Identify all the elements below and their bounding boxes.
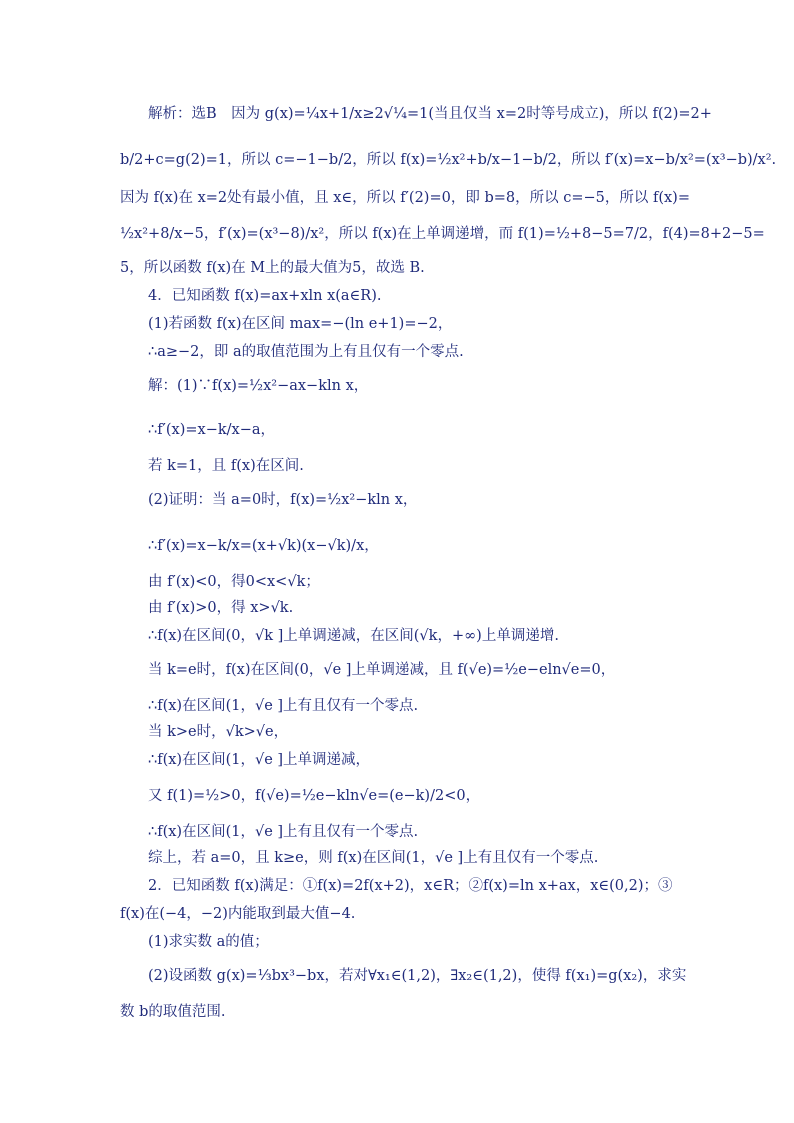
text-line: 由 f′(x)>0，得 x>√k. — [148, 600, 294, 616]
text-line: ½x²+8/x−5，f′(x)=(x³−8)/x²，所以 f(x)在上单调递增，而 f(1)=½+8−5=7/2，f(4)=8+2−5= — [120, 226, 765, 242]
text-line: ∴f′(x)=x−k/x−a， — [148, 422, 275, 438]
text-line: ∴f(x)在区间(1，√e ]上单调递减， — [148, 752, 371, 768]
text-line: (2)设函数 g(x)=⅓bx³−bx，若对∀x₁∈(1,2)，∃x₂∈(1,2)，使得 f(x₁)=g(x₂)，求实 — [148, 968, 687, 984]
text-line: 若 k=1，且 f(x)在区间. — [148, 458, 304, 474]
text-line: 当 k=e时，f(x)在区间(0，√e ]上单调递减，且 f(√e)=½e−eln√e=0， — [148, 662, 616, 678]
text-line: 4．已知函数 f(x)=ax+xln x(a∈R). — [148, 288, 382, 304]
text-line: 综上，若 a=0，且 k≥e，则 f(x)在区间(1，√e ]上有且仅有一个零点. — [148, 850, 599, 866]
text-line: 解析：选B 因为 g(x)=¼x+1/x≥2√¼=1(当且仅当 x=2时等号成立)，所以 f(2)=2+ — [148, 106, 712, 122]
text-line: ∴f(x)在区间(0，√k ]上单调递减，在区间(√k，+∞)上单调递增. — [148, 628, 559, 644]
text-line: 因为 f(x)在 x=2处有最小值，且 x∈，所以 f′(2)=0，即 b=8，所以 c=−5，所以 f(x)= — [120, 190, 690, 206]
text-line: f(x)在(−4，−2)内能取到最大值−4. — [120, 906, 356, 922]
text-line: (1)求实数 a的值； — [148, 934, 269, 950]
text-line: ∴a≥−2，即 a的取值范围为上有且仅有一个零点. — [148, 344, 464, 360]
text-line: (1)若函数 f(x)在区间 max=−(ln e+1)=−2， — [148, 316, 453, 332]
text-line: b/2+c=g(2)=1，所以 c=−1−b/2，所以 f(x)=½x²+b/x−1−b/2，所以 f′(x)=x−b/x²=(x³−b)/x². — [120, 152, 777, 168]
text-line: 解：(1)∵f(x)=½x²−ax−kln x， — [148, 378, 369, 394]
text-line: ∴f′(x)=x−k/x=(x+√k)(x−√k)/x， — [148, 538, 379, 554]
text-line: 5，所以函数 f(x)在 M上的最大值为5，故选 B. — [120, 260, 425, 276]
text-line: 又 f(1)=½>0，f(√e)=½e−kln√e=(e−k)/2<0， — [148, 788, 481, 804]
text-line: 由 f′(x)<0，得0<x<√k； — [148, 574, 320, 590]
text-line: (2)证明：当 a=0时，f(x)=½x²−kln x， — [148, 492, 418, 508]
text-line: ∴f(x)在区间(1，√e ]上有且仅有一个零点. — [148, 698, 419, 714]
text-line: 数 b的取值范围. — [120, 1004, 226, 1020]
text-line: 2．已知函数 f(x)满足：①f(x)=2f(x+2)，x∈R；②f(x)=ln x+ax，x∈(0,2)；③ — [148, 878, 673, 894]
text-line: 当 k>e时，√k>√e， — [148, 724, 289, 740]
text-line: ∴f(x)在区间(1，√e ]上有且仅有一个零点. — [148, 824, 419, 840]
